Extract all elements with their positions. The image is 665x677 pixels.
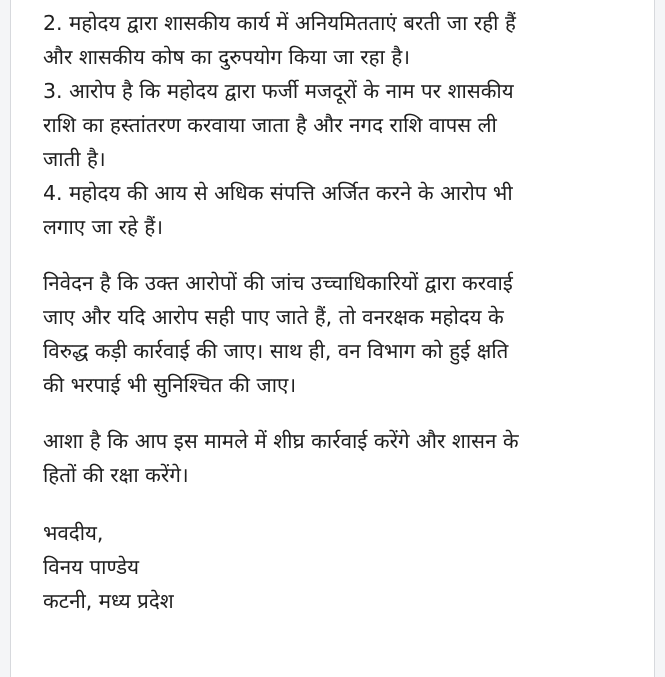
text-line: हितों की रक्षा करेंगे। [43,463,189,487]
sender-name: विनय पाण्डेय [43,555,140,579]
text-line: जाए और यदि आरोप सही पाए जाते हैं, तो वनरक्षक महोदय के [43,305,504,329]
hope-paragraph [43,424,633,492]
point-4 [43,176,633,244]
request-paragraph [43,266,633,402]
text-line: लगाए जा रहे हैं। [43,215,164,239]
paragraph-gap [43,244,633,266]
sender-location: कटनी, मध्य प्रदेश [43,589,174,613]
text-line: राशि का हस्तांतरण करवाया जाता है और नगद राशि वापस ली [43,113,497,137]
document-page [10,0,655,677]
paragraph-gap [43,402,633,424]
text-line: और शासकीय कोष का दुरुपयोग किया जा रहा है। [43,45,411,69]
point-2 [43,6,633,74]
text-line: जाती है। [43,147,106,171]
closing-text: भवदीय, [43,521,104,545]
text-line: विरुद्ध कड़ी कार्रवाई की जाए। साथ ही, वन विभाग को हुई क्षति [43,339,509,363]
text-line: 4. महोदय की आय से अधिक संपत्ति अर्जित करने के आरोप भी [43,181,513,205]
paragraph-gap [43,492,633,516]
text-line: आशा है कि आप इस मामले में शीघ्र कार्रवाई करेंगे और शासन के [43,429,519,453]
text-line: 2. महोदय द्वारा शासकीय कार्य में अनियमितताएं बरती जा रही हैं [43,11,516,35]
letter-body [43,6,633,618]
text-line: की भरपाई भी सुनिश्चित की जाए। [43,373,297,397]
point-3 [43,74,633,176]
signature-block [43,516,633,618]
text-line: 3. आरोप है कि महोदय द्वारा फर्जी मजदूरों के नाम पर शासकीय [43,79,514,103]
text-line: निवेदन है कि उक्त आरोपों की जांच उच्चाधिकारियों द्वारा करवाई [43,271,513,295]
